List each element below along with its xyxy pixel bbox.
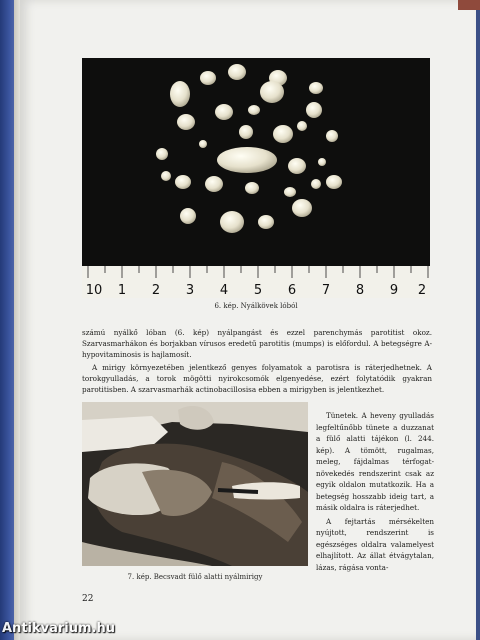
watermark-logo: Antikvarium.hu	[2, 621, 115, 636]
figure-caption-top: 6. kép. Nyálkövek lóból	[214, 302, 298, 310]
page-number: 22	[82, 594, 94, 604]
side-paragraph-1: Tünetek. A heveny gyulladás legfeltűnőbb tünete a duzzanat a fülő alatti tájékon (l. 244. kép). A tömött, rugalmas, meleg, fájdalmas térfogat-növekedés rendszerint csak az egyik oldalon mutatkozik. Ha a betegség hosszabb ideig tart, a másik oldalra is ráterjedhet.	[316, 411, 434, 512]
side-column-text	[316, 410, 434, 573]
ruler-label: 7	[321, 283, 331, 298]
ruler-label: 9	[389, 283, 399, 298]
book-cover-corner	[458, 0, 480, 10]
ruler-label: 4	[219, 283, 229, 298]
salivary-stones-photo	[82, 58, 430, 298]
ruler-label: 2	[417, 283, 427, 298]
ruler-label: 1	[117, 283, 127, 298]
body-paragraph-1	[82, 327, 432, 361]
ruler-label: 8	[355, 283, 365, 298]
paragraph-text: A mirigy környezetében jelentkező genyes folyamatok a parotisra is ráterjedhetnek. A torokgyulladás, a torok mögötti nyirokcsomók elgenyedése, ezért folytatódik gyakran parotitisben. A szarvasmarhák actinobacillosisa ebben a mirigyben is jelentkezhet.	[82, 363, 432, 395]
animal-parotid-photo	[82, 402, 308, 566]
ruler-label: 3	[185, 283, 195, 298]
body-paragraph-2	[82, 362, 432, 396]
paragraph-text: számú nyálkő lóban (6. kép) nyálpangást és ezzel parenchymás parotitist okoz. Szarvasmarhákon és borjakban vírusos eredetű parotitis (mumps) is előfordul. A betegségre A-hypovitaminosis is hajlamosít.	[82, 328, 432, 360]
ruler-label: 2	[151, 283, 161, 298]
ruler-label: 10	[85, 283, 103, 298]
stones-illustration	[82, 58, 430, 298]
figure-caption-bottom: 7. kép. Becsvadt fülő alatti nyálmirigy	[127, 573, 263, 581]
ruler-label: 6	[287, 283, 297, 298]
ruler-label: 5	[253, 283, 263, 298]
animal-illustration	[82, 402, 308, 566]
side-paragraph-2: A fejtartás mérsékelten nyújtott, rendszerint is egészséges oldalra valamelyest elhajlított. Az állat étvágytalan, lázas, rágása vonta-	[316, 516, 434, 572]
